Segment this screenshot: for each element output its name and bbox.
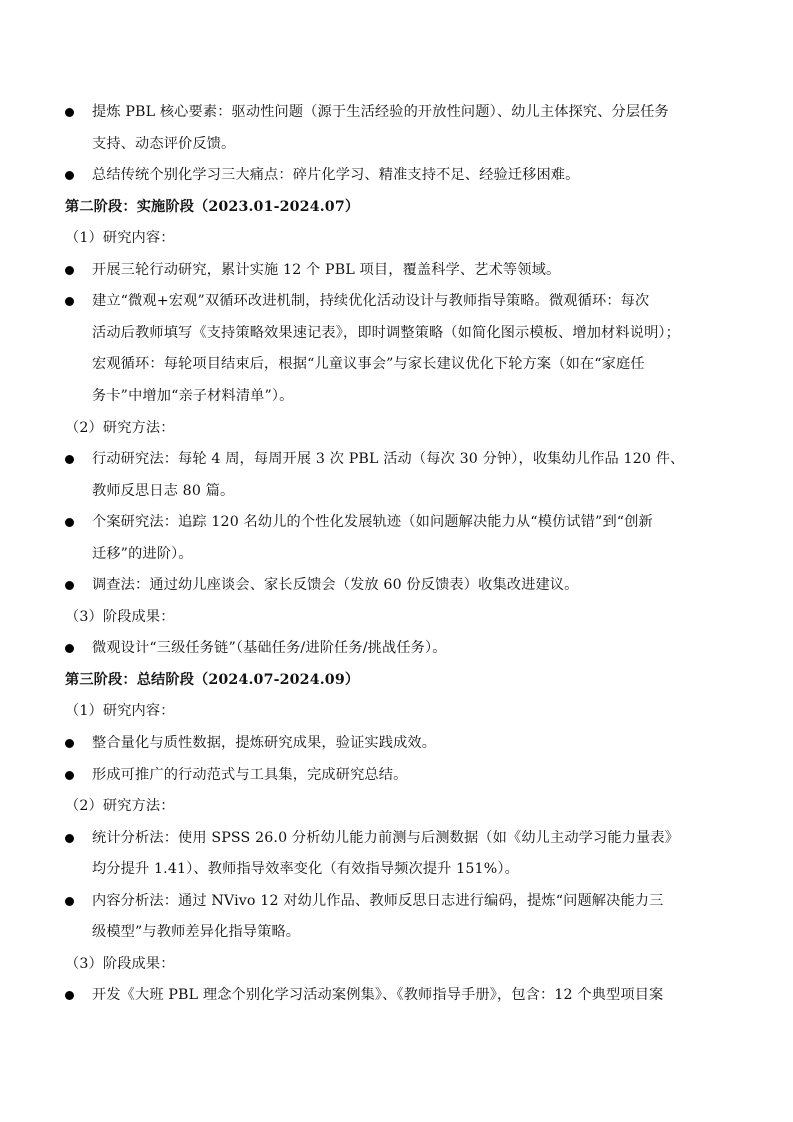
bullet-continuation	[0, 476, 793, 507]
bullet-item	[0, 255, 793, 286]
bullet-item	[0, 823, 793, 854]
bullet-item	[0, 728, 793, 759]
bullet-dot-icon	[65, 108, 74, 117]
bullet-item	[0, 444, 793, 475]
subsection-label	[0, 602, 793, 633]
bullet-dot-icon	[65, 518, 74, 527]
line-text: （1）研究内容：	[65, 703, 175, 720]
line-text: 开发《大班 PBL 理念个别化学习活动案例集》、《教师指导手册》，包含：12 个典型项目案	[92, 987, 664, 1004]
line-text: 整合量化与质性数据，提炼研究成果，验证实践成效。	[92, 735, 437, 751]
stage-heading	[0, 665, 793, 696]
bullet-dot-icon	[65, 771, 74, 780]
line-text: 级模型”与教师差异化指导策略。	[92, 924, 301, 941]
line-text: 支持、动态评价反馈。	[92, 135, 236, 152]
line-text: 行动研究法：每轮 4 周，每周开展 3 次 PBL 活动（每次 30 分钟），收集幼儿作品 120 件、	[92, 451, 685, 468]
line-text: 统计分析法：使用 SPSS 26.0 分析幼儿能力前测与后测数据（如《幼儿主动学习能力量表》	[92, 829, 680, 846]
bullet-dot-icon	[65, 171, 74, 180]
bullet-dot-icon	[65, 897, 74, 906]
bullet-dot-icon	[65, 581, 74, 590]
subsection-label	[0, 696, 793, 727]
bullet-item	[0, 507, 793, 538]
line-text: （3）阶段成果：	[65, 955, 175, 972]
line-text: 提炼 PBL 核心要素：驱动性问题（源于生活经验的开放性问题）、幼儿主体探究、分层任务	[92, 104, 669, 120]
line-text: 形成可推广的行动范式与工具集，完成研究总结。	[92, 766, 408, 783]
bullet-continuation	[0, 539, 793, 570]
stage-heading	[0, 192, 793, 223]
line-text: 第二阶段：实施阶段（2023.01-2024.07）	[65, 198, 360, 215]
bullet-item	[0, 633, 793, 664]
line-text: 活动后教师填写《支持策略效果速记表》，即时调整策略（如简化图示模板、增加材料说明）；	[92, 324, 680, 341]
bullet-item	[0, 570, 793, 601]
line-text: 个案研究法：追踪 120 名幼儿的个性化发展轨迹（如问题解决能力从“模仿试错”到“创新	[92, 514, 653, 531]
bullet-dot-icon	[65, 991, 74, 1000]
line-text: 总结传统个别化学习三大痛点：碎片化学习、精准支持不足、经验迁移困难。	[92, 167, 580, 184]
bullet-dot-icon	[65, 266, 74, 275]
line-text: 内容分析法：通过 NVivo 12 对幼儿作品、教师反思日志进行编码，提炼“问题解决能力三	[92, 892, 664, 909]
line-text: 迁移”的进阶）。	[92, 545, 193, 562]
bullet-item	[0, 886, 793, 917]
bullet-continuation	[0, 318, 793, 349]
subsection-label	[0, 413, 793, 444]
line-text: （1）研究内容：	[65, 230, 175, 247]
bullet-continuation	[0, 381, 793, 412]
bullet-item	[0, 97, 793, 128]
line-text: 务卡”中增加“亲子材料清单”）。	[92, 387, 294, 404]
line-text: 微观设计“三级任务链”（基础任务/进阶任务/挑战任务）。	[92, 640, 447, 657]
bullet-dot-icon	[65, 834, 74, 843]
bullet-dot-icon	[65, 739, 74, 748]
line-text: （3）阶段成果：	[65, 608, 175, 625]
subsection-label	[0, 949, 793, 980]
line-text: （2）研究方法：	[65, 798, 175, 815]
subsection-label	[0, 791, 793, 822]
bullet-item	[0, 760, 793, 791]
bullet-continuation	[0, 854, 793, 885]
line-text: （2）研究方法：	[65, 419, 175, 436]
bullet-dot-icon	[65, 455, 74, 464]
subsection-label	[0, 223, 793, 254]
line-text: 第三阶段：总结阶段（2024.07-2024.09）	[65, 671, 360, 688]
bullet-item	[0, 286, 793, 317]
bullet-continuation	[0, 129, 793, 160]
bullet-item	[0, 980, 793, 1011]
line-text: 开展三轮行动研究，累计实施 12 个 PBL 项目，覆盖科学、艺术等领域。	[92, 261, 561, 278]
bullet-continuation	[0, 349, 793, 380]
bullet-dot-icon	[65, 644, 74, 653]
line-text: 均分提升 1.41）、教师指导效率变化（有效指导频次提升 151%）。	[92, 861, 519, 878]
line-text: 教师反思日志 80 篇。	[92, 482, 235, 499]
line-text: 调查法：通过幼儿座谈会、家长反馈会（发放 60 份反馈表）收集改进建议。	[92, 577, 579, 594]
bullet-continuation	[0, 917, 793, 948]
bullet-item	[0, 160, 793, 191]
bullet-dot-icon	[65, 297, 74, 306]
line-text: 建立“微观+宏观”双循环改进机制，持续优化活动设计与教师指导策略。微观循环：每次	[92, 293, 650, 310]
line-text: 宏观循环：每轮项目结束后，根据“儿童议事会”与家长建议优化下轮方案（如在“家庭任	[92, 356, 645, 373]
